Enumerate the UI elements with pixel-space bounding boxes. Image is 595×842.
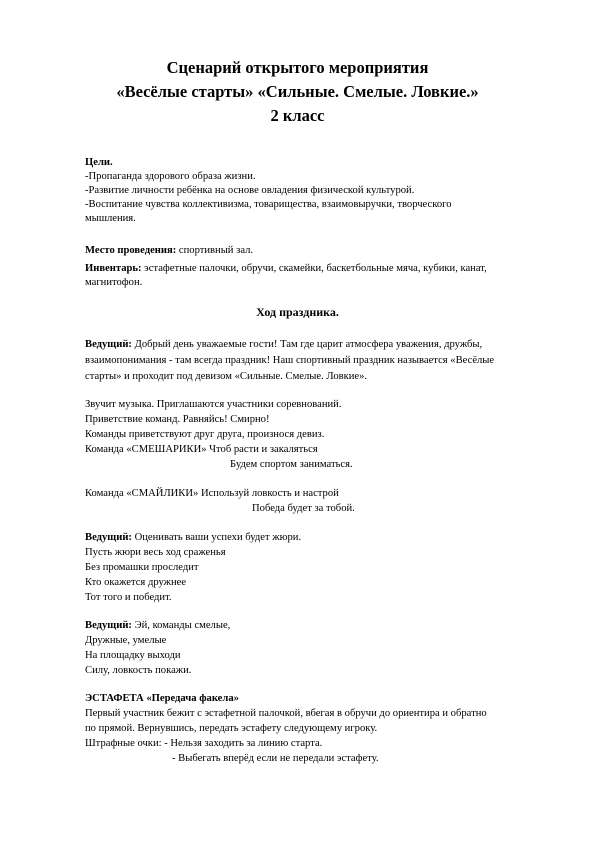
goal-item: -Пропаганда здорового образа жизни. <box>85 171 256 182</box>
poem-line: Силу, ловкость покажи. <box>85 665 192 676</box>
place-line <box>85 244 253 258</box>
document-title-line-2: «Весёлые старты» «Сильные. Смелые. Ловкие.» <box>116 82 479 101</box>
goals-label: Цели. <box>85 157 113 168</box>
host-line: взаимопонимания - там всегда праздник! Наш спортивный праздник называется «Весёлые <box>85 355 495 366</box>
goal-item: мышления. <box>85 213 136 224</box>
relay-title: ЭСТАФЕТА «Передача факела» <box>85 693 239 704</box>
host-text: Оценивать ваши успехи будет жюри. <box>131 532 302 543</box>
inventory-continuation: магнитофон. <box>85 277 143 288</box>
poem-line: Пусть жюри весь ход сраженья <box>85 547 226 558</box>
host-line <box>85 531 301 545</box>
team-motto-line: Команда «СМЕШАРИКИ» Чтоб расти и закаляться <box>85 444 318 455</box>
place-label: Место проведения: <box>85 245 177 256</box>
greeting-line: Команды приветствуют друг друга, произнося девиз. <box>85 429 325 440</box>
greeting-line: Приветствие команд. Равняйсь! Смирно! <box>85 414 270 425</box>
host-line <box>85 338 482 352</box>
document-title-line-3: 2 класс <box>270 106 325 125</box>
poem-line: На площадку выходи <box>85 650 181 661</box>
poem-line: Без промашки проследит <box>85 562 199 573</box>
goal-item: -Развитие личности ребёнка на основе овладения физической культурой. <box>85 185 415 196</box>
team-motto-line: Команда «СМАЙЛИКИ» Используй ловкость и настрой <box>85 488 339 499</box>
goal-item: -Воспитание чувства коллективизма, товарищества, взаимовыручки, творческого <box>85 199 452 210</box>
relay-line: Первый участник бежит с эстафетной палочкой, вбегая в обручи до ориентира и обратно <box>85 708 487 719</box>
host-line <box>85 619 230 633</box>
greeting-line: Звучит музыка. Приглашаются участники соревнований. <box>85 399 342 410</box>
host-line: старты» и проходит под девизом «Сильные. Смелые. Ловкие». <box>85 371 368 382</box>
poem-line: Дружные, умелые <box>85 635 167 646</box>
section-heading: Ход праздника. <box>256 305 339 319</box>
document-title-line-1: Сценарий открытого мероприятия <box>166 58 429 77</box>
poem-line: Кто окажется дружнее <box>85 577 187 588</box>
relay-line: - Выбегать вперёд если не передали эстафету. <box>172 753 379 764</box>
team-motto-line: Победа будет за тобой. <box>252 503 355 514</box>
place-value: спортивный зал. <box>176 245 254 256</box>
relay-line: Штрафные очки: - Нельзя заходить за линию старта. <box>85 738 323 749</box>
host-label: Ведущий: <box>85 532 132 543</box>
inventory-label: Инвентарь: <box>85 263 142 274</box>
poem-line: Тот того и победит. <box>85 592 172 603</box>
team-motto-line: Будем спортом заниматься. <box>230 459 353 470</box>
inventory-value: эстафетные палочки, обручи, скамейки, баскетбольные мяча, кубики, канат, <box>141 263 487 274</box>
host-label: Ведущий: <box>85 339 132 350</box>
inventory-line <box>85 262 487 276</box>
host-text: Добрый день уважаемые гости! Там где царит атмосфера уважения, дружбы, <box>131 339 483 350</box>
host-label: Ведущий: <box>85 620 132 631</box>
host-text: Эй, команды смелые, <box>131 620 231 631</box>
relay-line: по прямой. Вернувшись, передать эстафету следующему игроку. <box>85 723 378 734</box>
